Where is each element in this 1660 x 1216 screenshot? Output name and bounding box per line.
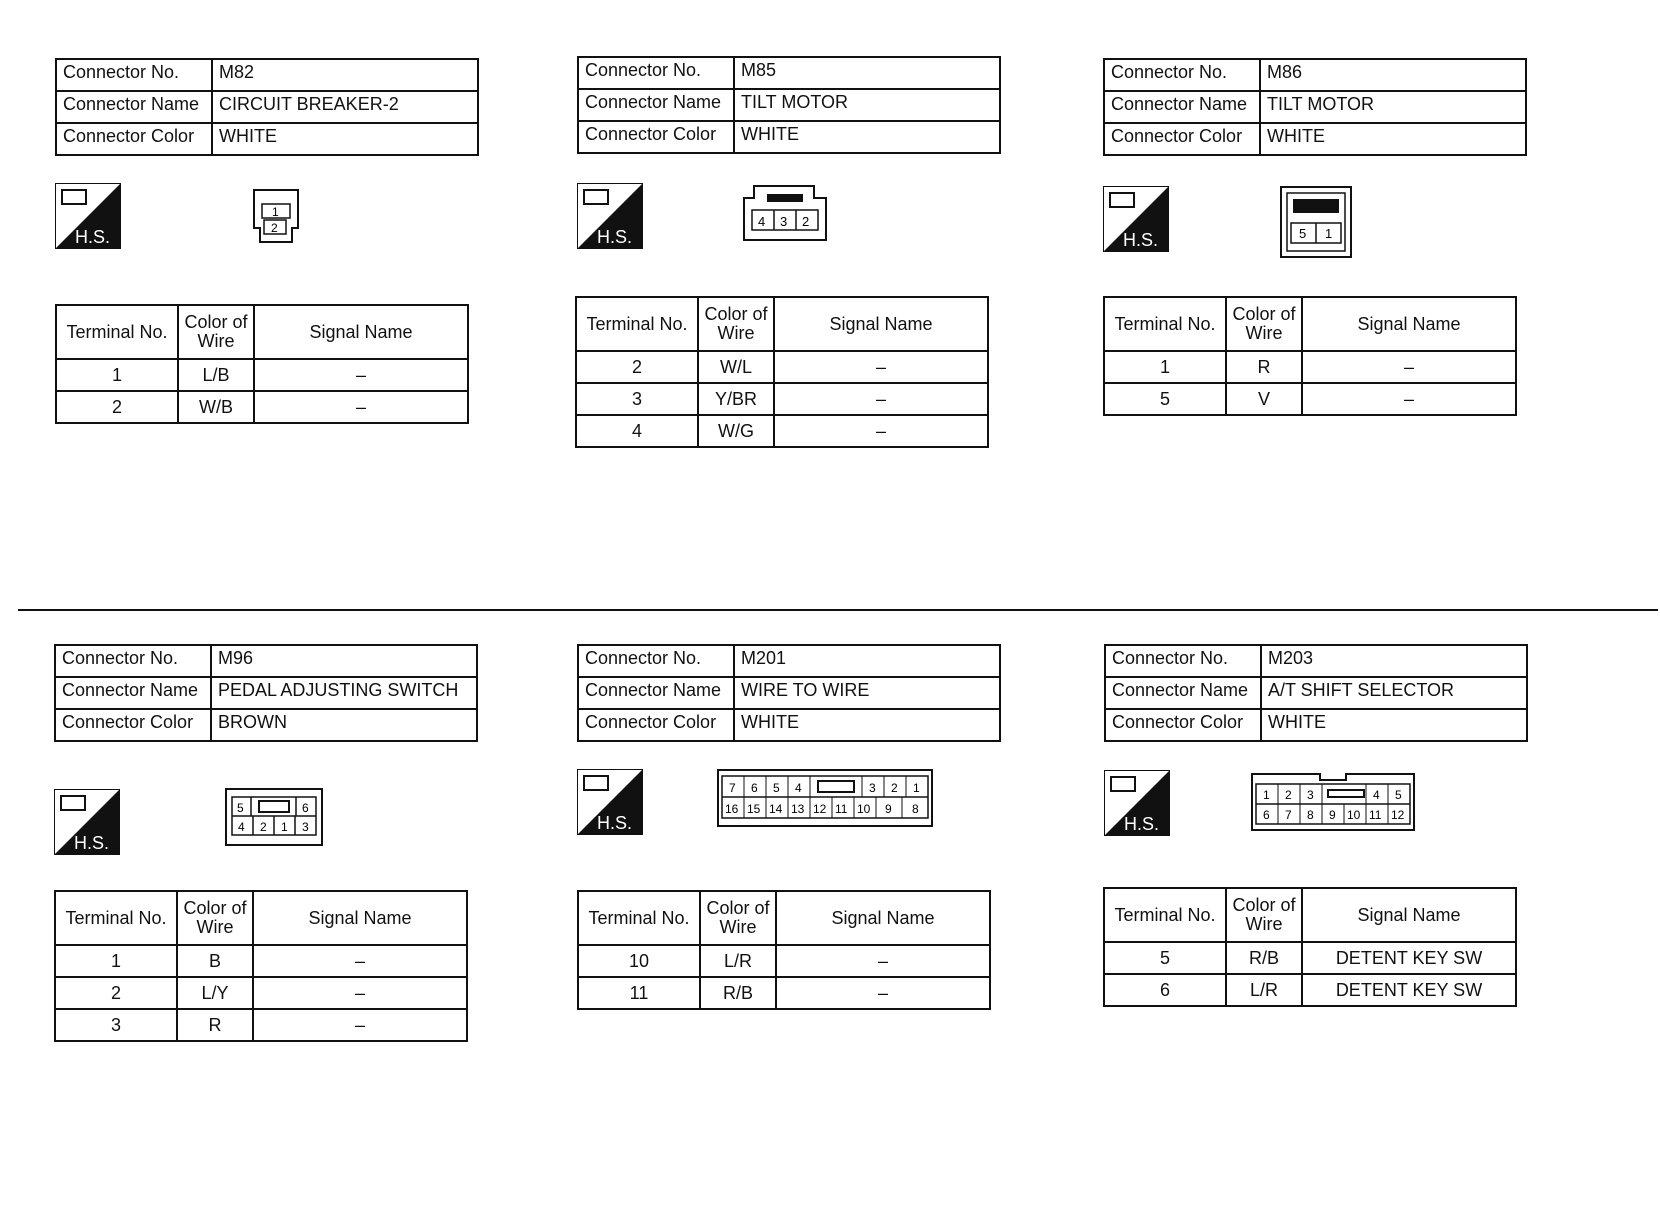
connector-face-m201: [716, 768, 934, 833]
pin-label: 3: [780, 214, 788, 229]
terminal-table-m86: [1103, 296, 1517, 416]
terminal-no-cell: 1: [1104, 351, 1226, 383]
hs-label: H.S.: [1123, 230, 1159, 250]
header-terminal-no: Terminal No.: [576, 297, 698, 351]
pin-label: 6: [1263, 808, 1270, 822]
signal-name-cell: –: [253, 945, 467, 977]
connector-info-table: [54, 644, 478, 742]
pin-label: 9: [885, 802, 892, 816]
connector-face-m86: [1279, 185, 1353, 264]
pin-label: 7: [1285, 808, 1292, 822]
connector-name-value: TILT MOTOR: [1260, 91, 1526, 123]
pin-label: 11: [1369, 808, 1382, 822]
pin-label: 12: [1391, 808, 1405, 822]
terminal-no-cell: 11: [578, 977, 700, 1009]
pin-label: 5: [1395, 788, 1402, 802]
pin-label: 5: [1299, 226, 1307, 241]
connector-face-m85: [742, 184, 828, 247]
label-connector-no: Connector No.: [578, 645, 734, 677]
pin-label: 2: [1285, 788, 1292, 802]
table-row: [576, 351, 988, 383]
label-connector-name: Connector Name: [1104, 91, 1260, 123]
connector-color-value: WHITE: [734, 121, 1000, 153]
hs-harness-side-icon: [54, 789, 120, 855]
signal-name-cell: –: [774, 351, 988, 383]
pin-label: 10: [1347, 808, 1361, 822]
connector-color-value: WHITE: [734, 709, 1000, 741]
table-row: [55, 945, 467, 977]
signal-name-cell: –: [776, 945, 990, 977]
pin-label: 4: [758, 214, 766, 229]
connector-block-m85: [577, 56, 1001, 154]
wire-color-cell: R: [177, 1009, 253, 1041]
pin-label: 2: [891, 781, 898, 795]
label-connector-name: Connector Name: [1105, 677, 1261, 709]
label-connector-no: Connector No.: [1104, 59, 1260, 91]
connector-color-value: BROWN: [211, 709, 477, 741]
label-connector-color: Connector Color: [1104, 123, 1260, 155]
connector-no-value: M96: [211, 645, 477, 677]
pin-label: 9: [1329, 808, 1336, 822]
table-row: [55, 1009, 467, 1041]
connector-block-m203: [1104, 644, 1528, 742]
connector-color-value: WHITE: [212, 123, 478, 155]
terminal-no-cell: 2: [576, 351, 698, 383]
pin-label: 5: [773, 781, 780, 795]
table-row: [1104, 383, 1516, 415]
header-terminal-no: Terminal No.: [56, 305, 178, 359]
connector-color-value: WHITE: [1261, 709, 1527, 741]
connector-name-value: A/T SHIFT SELECTOR: [1261, 677, 1527, 709]
hs-harness-side-icon: [1104, 770, 1170, 836]
pin-label: 1: [281, 820, 288, 834]
pin-label: 6: [751, 781, 758, 795]
wire-color-cell: R/B: [700, 977, 776, 1009]
connector-info-table: [577, 644, 1001, 742]
signal-name-cell: –: [774, 415, 988, 447]
header-terminal-no: Terminal No.: [55, 891, 177, 945]
wire-color-cell: L/Y: [177, 977, 253, 1009]
signal-name-cell: –: [253, 1009, 467, 1041]
terminal-table-m85: [575, 296, 989, 448]
connector-name-value: PEDAL ADJUSTING SWITCH: [211, 677, 477, 709]
connector-name-value: CIRCUIT BREAKER-2: [212, 91, 478, 123]
terminal-table-m203: [1103, 887, 1517, 1007]
wire-color-cell: L/R: [1226, 974, 1302, 1006]
header-signal-name: Signal Name: [1302, 888, 1516, 942]
header-terminal-no: Terminal No.: [1104, 297, 1226, 351]
pin-label: 6: [302, 801, 309, 815]
pin-label: 11: [835, 802, 848, 816]
signal-name-cell: –: [1302, 383, 1516, 415]
label-connector-name: Connector Name: [56, 91, 212, 123]
label-connector-color: Connector Color: [55, 709, 211, 741]
pin-label: 3: [869, 781, 876, 795]
wire-color-cell: L/B: [178, 359, 254, 391]
label-connector-no: Connector No.: [578, 57, 734, 89]
wire-color-cell: W/G: [698, 415, 774, 447]
signal-name-cell: –: [776, 977, 990, 1009]
pin-label: 8: [1307, 808, 1314, 822]
label-connector-name: Connector Name: [578, 677, 734, 709]
signal-name-cell: DETENT KEY SW: [1302, 974, 1516, 1006]
label-connector-name: Connector Name: [55, 677, 211, 709]
wire-color-cell: V: [1226, 383, 1302, 415]
connector-info-table: [55, 58, 479, 156]
pin-label: 1: [272, 205, 279, 219]
pin-label: 5: [237, 801, 244, 815]
label-connector-no: Connector No.: [56, 59, 212, 91]
connector-face-m96: [224, 787, 324, 852]
terminal-table-m82: [55, 304, 469, 424]
hs-label: H.S.: [75, 227, 111, 247]
hs-harness-side-icon: [1103, 186, 1169, 252]
table-row: [1104, 974, 1516, 1006]
table-row: [56, 391, 468, 423]
wire-color-cell: R/B: [1226, 942, 1302, 974]
pin-label: 1: [1325, 226, 1333, 241]
terminal-no-cell: 10: [578, 945, 700, 977]
table-row: [576, 415, 988, 447]
terminal-no-cell: 1: [55, 945, 177, 977]
header-signal-name: Signal Name: [254, 305, 468, 359]
connector-block-m86: [1103, 58, 1527, 156]
connector-color-value: WHITE: [1260, 123, 1526, 155]
table-row: [1104, 351, 1516, 383]
pin-label: 4: [238, 820, 245, 834]
connector-block-m201: [577, 644, 1001, 742]
table-row: [1104, 942, 1516, 974]
pin-label: 2: [260, 820, 267, 834]
signal-name-cell: –: [1302, 351, 1516, 383]
section-divider: [18, 609, 1658, 611]
signal-name-cell: –: [254, 391, 468, 423]
pin-label: 4: [1373, 788, 1380, 802]
table-row: [55, 977, 467, 1009]
header-color-of-wire: Color of Wire: [1226, 297, 1302, 351]
wire-color-cell: Y/BR: [698, 383, 774, 415]
connector-info-table: [1104, 644, 1528, 742]
hs-harness-side-icon: [577, 769, 643, 835]
table-row: [578, 945, 990, 977]
label-connector-no: Connector No.: [55, 645, 211, 677]
wire-color-cell: B: [177, 945, 253, 977]
connector-no-value: M86: [1260, 59, 1526, 91]
hs-label: H.S.: [597, 813, 633, 833]
label-connector-no: Connector No.: [1105, 645, 1261, 677]
connector-info-table: [1103, 58, 1527, 156]
header-color-of-wire: Color of Wire: [177, 891, 253, 945]
terminal-no-cell: 4: [576, 415, 698, 447]
connector-no-value: M201: [734, 645, 1000, 677]
header-color-of-wire: Color of Wire: [1226, 888, 1302, 942]
connector-face-m82: [252, 188, 300, 249]
terminal-no-cell: 2: [56, 391, 178, 423]
hs-label: H.S.: [74, 833, 110, 853]
header-color-of-wire: Color of Wire: [700, 891, 776, 945]
connector-no-value: M203: [1261, 645, 1527, 677]
wire-color-cell: W/L: [698, 351, 774, 383]
pin-label: 15: [747, 802, 761, 816]
label-connector-name: Connector Name: [578, 89, 734, 121]
signal-name-cell: DETENT KEY SW: [1302, 942, 1516, 974]
connector-block-m96: [54, 644, 478, 742]
header-color-of-wire: Color of Wire: [178, 305, 254, 359]
pin-label: 3: [1307, 788, 1314, 802]
connector-name-value: TILT MOTOR: [734, 89, 1000, 121]
connector-block-m82: [55, 58, 479, 156]
wire-color-cell: W/B: [178, 391, 254, 423]
signal-name-cell: –: [253, 977, 467, 1009]
hs-label: H.S.: [597, 227, 633, 247]
pin-label: 8: [912, 802, 919, 816]
label-connector-color: Connector Color: [578, 121, 734, 153]
connector-face-m203: [1250, 772, 1416, 837]
signal-name-cell: –: [774, 383, 988, 415]
table-row: [578, 977, 990, 1009]
terminal-table-m201: [577, 890, 991, 1010]
terminal-no-cell: 3: [576, 383, 698, 415]
terminal-no-cell: 5: [1104, 942, 1226, 974]
header-color-of-wire: Color of Wire: [698, 297, 774, 351]
wire-color-cell: R: [1226, 351, 1302, 383]
pin-label: 1: [913, 781, 920, 795]
connector-info-table: [577, 56, 1001, 154]
table-row: [56, 359, 468, 391]
hs-harness-side-icon: [55, 183, 121, 249]
header-signal-name: Signal Name: [776, 891, 990, 945]
pin-label: 3: [302, 820, 309, 834]
pin-label: 1: [1263, 788, 1270, 802]
connector-no-value: M82: [212, 59, 478, 91]
pin-label: 12: [813, 802, 827, 816]
pin-label: 13: [791, 802, 805, 816]
pin-label: 10: [857, 802, 871, 816]
terminal-no-cell: 1: [56, 359, 178, 391]
signal-name-cell: –: [254, 359, 468, 391]
pin-label: 2: [271, 221, 278, 235]
label-connector-color: Connector Color: [578, 709, 734, 741]
pin-label: 4: [795, 781, 802, 795]
terminal-no-cell: 3: [55, 1009, 177, 1041]
pin-label: 16: [725, 802, 739, 816]
pin-label: 14: [769, 802, 783, 816]
wire-color-cell: L/R: [700, 945, 776, 977]
label-connector-color: Connector Color: [1105, 709, 1261, 741]
hs-harness-side-icon: [577, 183, 643, 249]
label-connector-color: Connector Color: [56, 123, 212, 155]
terminal-table-m96: [54, 890, 468, 1042]
connector-no-value: M85: [734, 57, 1000, 89]
terminal-no-cell: 6: [1104, 974, 1226, 1006]
header-signal-name: Signal Name: [1302, 297, 1516, 351]
hs-label: H.S.: [1124, 814, 1160, 834]
terminal-no-cell: 5: [1104, 383, 1226, 415]
header-signal-name: Signal Name: [774, 297, 988, 351]
pin-label: 7: [729, 781, 736, 795]
header-signal-name: Signal Name: [253, 891, 467, 945]
table-row: [576, 383, 988, 415]
terminal-no-cell: 2: [55, 977, 177, 1009]
header-terminal-no: Terminal No.: [578, 891, 700, 945]
pin-label: 2: [802, 214, 810, 229]
connector-name-value: WIRE TO WIRE: [734, 677, 1000, 709]
header-terminal-no: Terminal No.: [1104, 888, 1226, 942]
